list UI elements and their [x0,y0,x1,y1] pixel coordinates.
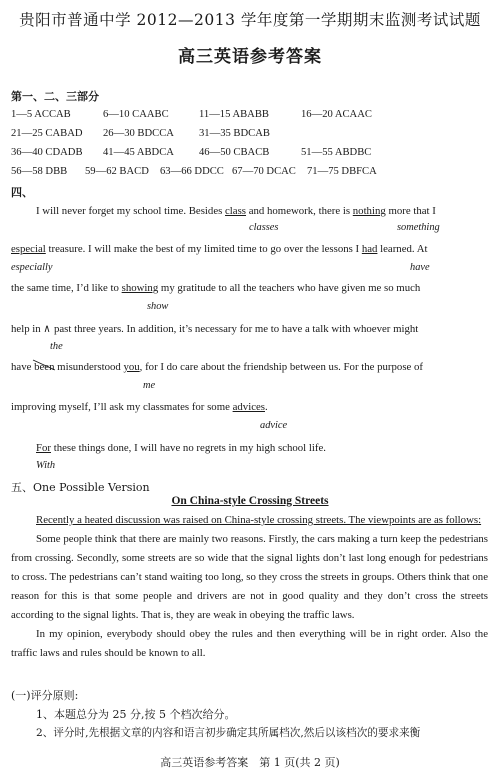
correction-line-3 [11,282,420,294]
text: my gratitude to all the teachers who have given me so much [158,282,421,294]
text: these things done, I will have no regrets in my high school life. [51,442,326,454]
error-word: class [225,205,247,217]
correction: With [36,460,56,471]
answer-group: 31—35 BDCAB [199,128,270,139]
answer-group: 16—20 ACAAC [301,109,372,120]
answer-group: 71—75 DBFCA [307,166,377,177]
error-word: nothing [352,205,386,217]
answer-group: 59—62 BACD [85,166,149,177]
exam-header: 贵阳市普通中学 2012—2013 学年度第一学期期末监测考试试题 [19,11,481,29]
text: help in [11,323,44,335]
answer-row-3 [0,147,500,161]
correction: advice [260,420,288,431]
error-word: you [123,361,140,373]
answer-group: 36—40 CDADB [11,147,83,158]
answer-row-4 [0,166,500,180]
error-word: advices [232,401,265,413]
correction: classes [249,222,279,233]
answer-row-1 [0,109,500,123]
section-heading-1: 第一、二、三部分 [11,90,99,103]
correction-line-2 [11,243,428,255]
scoring-item-2: 2、评分时,先根据文章的内容和语言初步确定其所属档次,然后以该档次的要求来衡 [36,727,421,739]
text: learned. At [377,243,428,255]
answer-group: 63—66 DDCC [160,166,224,177]
correction: show [147,301,169,312]
answer-group: 1—5 ACCAB [11,109,71,120]
text: treasure. I will make the best of my limited time to go over the lessons I [45,243,362,255]
scoring-item-1: 1、本题总分为 25 分,按 5 个档次给分。 [36,708,236,721]
text: , for I do care about the friendship between us. For the purpose of [139,361,424,373]
text: the same time, I’d like to [11,282,122,294]
error-word: had [361,243,378,255]
correction: have [410,262,430,273]
answer-group: 11—15 ABABB [199,109,269,120]
delete-mark-icon [32,358,56,372]
correction: me [143,380,156,391]
error-word: showing [121,282,159,294]
text: . [264,401,268,413]
section-heading-5: 五、One Possible Version [11,481,150,494]
page-title: 高三英语参考答案 [178,47,322,67]
answer-group: 56—58 DBB [11,166,68,177]
correction: the [50,341,63,352]
essay-title: On China-style Crossing Streets [171,495,329,507]
error-word: For [36,442,51,454]
deleted-word [34,361,54,373]
correction-line-6 [11,401,268,413]
text: been [34,361,55,373]
correction-line-1 [36,205,436,217]
text: misunderstood [54,361,124,373]
correction-line-5 [11,361,423,373]
text: and homework, there is [246,205,353,217]
answer-group: 67—70 DCAC [232,166,296,177]
answer-group: 6—10 CAABC [103,109,169,120]
answer-group: 26—30 BDCCA [103,128,174,139]
scoring-heading: (一)评分原则: [11,689,79,702]
text: I will never forget my school time. Besides [36,205,226,217]
answer-group: 21—25 CABAD [11,128,83,139]
answer-group: 46—50 CBACB [199,147,270,158]
answer-row-2 [0,128,500,142]
insert-caret-icon: ∧ [43,323,51,335]
essay-paragraph-1: Recently a heated discussion was raised on China-style crossing streets. The viewpoints are as follows: [36,514,482,526]
text: improving myself, I’ll ask my classmates for some [11,401,233,413]
section-heading-4: 四、 [11,186,33,199]
correction-line-7 [36,442,326,454]
error-word: especial [11,243,46,255]
essay-paragraph-2: Some people think that there are mainly two reasons. Firstly, the cars making a turn keep the pedestrians from crossing. Secondly, some streets are so wide that the signal lights don’t last long enough for pedestrians to cross. The pedestrians can’t stand waiting too long, so they cross the streets in groups. Others think that one reason for this is that some people and drivers are not in good quality and they don’t cross the streets according to the signal lights. That is, they are weak in obeying the traffic laws. [11,533,488,621]
correction-line-4 [11,322,418,335]
essay-paragraph-3: In my opinion, everybody should obey the rules and then everything will be in right order. Also the traffic laws and rules should be known to all. [11,628,488,659]
correction: especially [11,262,53,273]
essay-body [11,511,488,663]
answer-group: 41—45 ABDCA [103,147,174,158]
text: past three years. In addition, it’s necessary for me to have a talk with whoever might [51,323,419,335]
page-footer: 高三英语参考答案 第 1 页(共 2 页) [160,756,340,769]
text: more that I [385,205,436,217]
text: have [11,361,35,373]
answer-group: 51—55 ABDBC [301,147,372,158]
correction: something [397,222,440,233]
